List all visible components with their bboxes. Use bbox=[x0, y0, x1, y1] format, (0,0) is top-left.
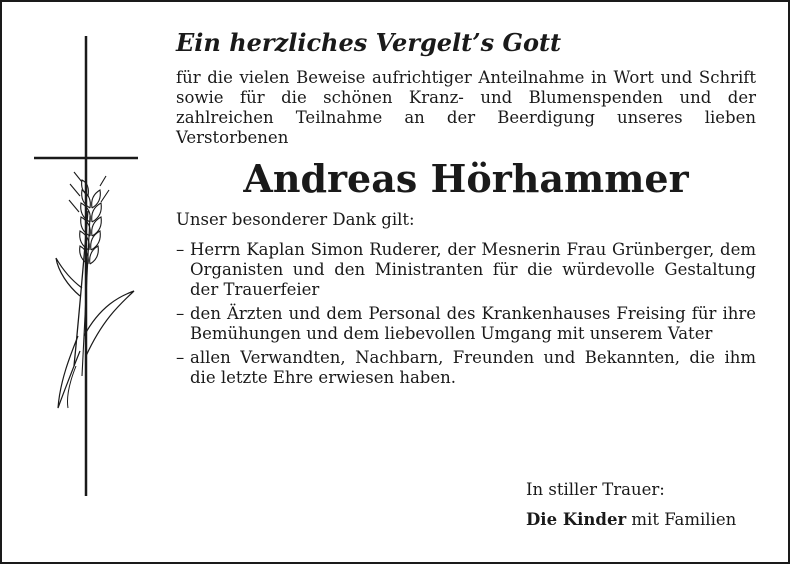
thanks-heading: Unser besonderer Dank gilt: bbox=[176, 210, 415, 229]
intro-text: für die vielen Beweise aufrichtiger Anteilnahme in Wort und Schrift sowie für die schönen Kranz- und Blumenspenden und der zahlreichen Teilnahme an der Beerdigung unseres lieben Verstorbenen bbox=[176, 68, 756, 147]
deceased-name: Andreas Hörhammer bbox=[243, 156, 689, 201]
thanks-item bbox=[176, 304, 756, 344]
notice-content bbox=[176, 28, 756, 392]
thanks-item-text: allen Verwandten, Nachbarn, Freunden und Bekannten, die ihm die letzte Ehre erwiesen haben. bbox=[190, 348, 756, 387]
closing-line: In stiller Trauer: bbox=[526, 480, 665, 499]
list-marker: – bbox=[176, 304, 185, 323]
thanks-item bbox=[176, 348, 756, 388]
thanks-list bbox=[176, 240, 756, 388]
thanks-item-text: den Ärzten und dem Personal des Krankenhauses Freising für ihre Bemühungen und dem liebevollen Umgang mit unserem Vater bbox=[190, 304, 756, 343]
list-marker: – bbox=[176, 348, 185, 367]
closing-block bbox=[526, 480, 736, 530]
list-marker: – bbox=[176, 240, 185, 259]
notice-heading: Ein herzliches Vergelt’s Gott bbox=[176, 28, 562, 57]
thanks-item bbox=[176, 240, 756, 300]
signature-line bbox=[526, 510, 736, 530]
cross-with-wheat-icon bbox=[30, 36, 145, 506]
signature-rest: mit Familien bbox=[626, 510, 737, 529]
thanks-item-text: Herrn Kaplan Simon Ruderer, der Mesnerin Frau Grünberger, dem Organisten und den Ministranten für die würdevolle Gestaltung der Trauerfeier bbox=[190, 240, 756, 299]
signature-strong: Die Kinder bbox=[526, 510, 627, 529]
